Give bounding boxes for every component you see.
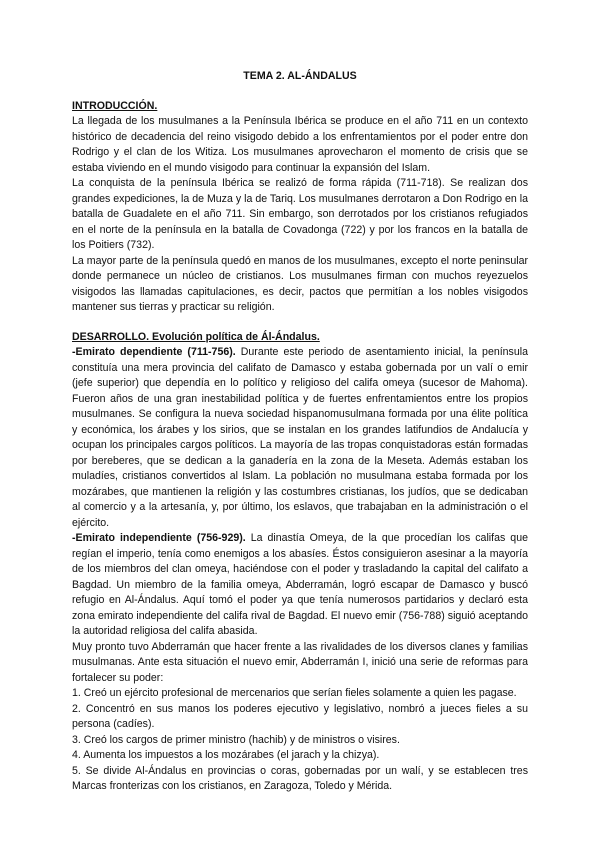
document-title: TEMA 2. AL-ÁNDALUS — [243, 70, 357, 82]
emirato-independiente-label: -Emirato independiente (756-929). — [72, 532, 246, 544]
emirato-dependiente-paragraph — [72, 345, 528, 531]
reform-item-3: 3. Creó los cargos de primer ministro (hachib) y de ministros o visires. — [72, 733, 400, 746]
reform-intro-paragraph: Muy pronto tuvo Abderramán que hacer frente a las rivalidades de los diversos clanes y familias musulmanas. Ante esta situación el nuevo emir, Abderramán I, inició una serie de reformas para fortalecer su poder: — [72, 640, 528, 684]
intro-paragraph-3: La mayor parte de la península quedó en manos de los musulmanes, excepto el norte peninsular donde permanece un núcleo de cristianos. Los musulmanes firman con muchos reyezuelos visigodos las llamadas capitulaciones, es decir, pactos que permitían a los nobles visigodos mantener sus tierras y practicar su religión. — [72, 254, 528, 313]
emirato-independiente-text: La dinastía Omeya, de la que procedían los califas que regían el imperio, tenía como enemigos a los abasíes. Éstos consiguieron asesinar a la mayoría de los miembros del clan omeya, haciéndose con el poder y trasladando la capital del califato a Bagdad. Un miembro de la familia omeya, Abderramán, logró escapar de Damasco y buscó refugio en Al-Ándalus. Aquí tomó el poder ya que tenía numerosos partidarios y declaró esta zona emirato independiente del califa rival de Bagdad. El nuevo emir (756-788) siguió aceptando la autoridad religiosa del califa abasida. — [72, 532, 528, 637]
reform-item-5: 5. Se divide Al-Ándalus en provincias o coras, gobernadas por un walí, y se establecen tres Marcas fronterizas con los cristianos, en Zaragoza, Toledo y Mérida. — [72, 764, 528, 792]
intro-heading: INTRODUCCIÓN. — [72, 99, 158, 112]
reform-item-1: 1. Creó un ejército profesional de mercenarios que serían fieles solamente a quien les pagase. — [72, 687, 517, 699]
emirato-dependiente-label: -Emirato dependiente (711-756). — [72, 346, 236, 358]
section-spacer — [72, 316, 528, 330]
development-heading: DESARROLLO. Evolución política de Ál-Ándalus. — [72, 330, 320, 343]
reform-item-4: 4. Aumenta los impuestos a los mozárabes (el jarach y la chizya). — [72, 749, 380, 761]
intro-paragraph-2: La conquista de la península Ibérica se realizó de forma rápida (711-718). Se realizan dos grandes expediciones, la de Muza y la de Tariq. Los musulmanes derrotaron a Don Rodrigo en la batalla de Guadalete en el año 711. Sin embargo, son derrotados por los cristianos refugiados en el norte de la península en la batalla de Covadonga (722) y por los francos en la batalla de los Poitiers (732). — [72, 177, 528, 251]
reform-item-2: 2. Concentró en sus manos los poderes ejecutivo y legislativo, nombró a jueces fieles a su persona (cadíes). — [72, 702, 528, 730]
intro-paragraph-1: La llegada de los musulmanes a la Península Ibérica se produce en el año 711 en un contexto histórico de decadencia del reino visigodo debido a los enfrentamientos por el poder entre don Rodrigo y el clan de los Witiza. Los musulmanes aprovecharon el momento de crisis que se estaba viviendo en el mundo visigodo para continuar la expansión del Islam. — [72, 115, 528, 174]
emirato-independiente-paragraph — [72, 531, 528, 640]
emirato-dependiente-text: Durante este periodo de asentamiento inicial, la península constituía una mera provincia del califato de Damasco y estaba gobernada por un valí o emir (jefe superior) que dependía en lo político y religioso del califa omeya (sucesor de Mahoma). Fueron años de una gran inestabilidad política y de fuertes enfrentamientos entre los propios musulmanes. Se configura la nueva sociedad hispanomusulmana formada por una élite política y económica, los árabes y los sirios, que se instalan en los grandes latifundios de Andalucía y ocupan los principales cargos políticos. La mayoría de las tropas conquistadoras están formadas por bereberes, que se dedican a la ganadería en la zona de la Meseta. Además estaban los muladíes, cristianos convertidos al Islam. La población no musulmana estaba formada por los mozárabes, que mantienen la religión y las costumbres cristianas, los judíos, que se dedicaban al comercio y a la artesanía, y, por último, los eslavos, que trabajaban en la administración o el ejército. — [72, 346, 528, 529]
